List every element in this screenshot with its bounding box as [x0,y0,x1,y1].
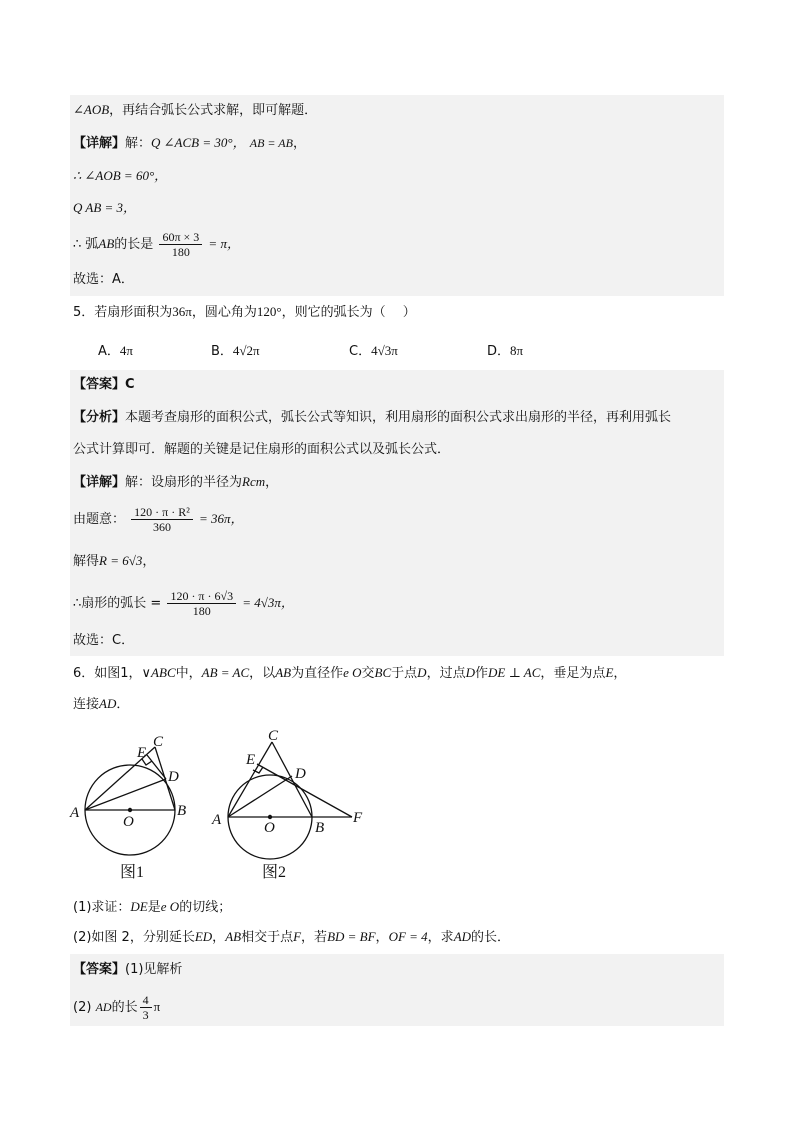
math: = 36π， [198,511,244,526]
numerator: 120 · π · R² [131,505,193,520]
question-number: 5． [73,305,95,320]
answer-part-1: (1)见解析 [125,962,183,977]
option-a: A．4π [98,343,133,359]
answer-line [73,960,182,982]
label-a: A [212,812,222,828]
label-c: C [153,734,164,750]
math: Q ∠ACB = 30°， [151,135,246,150]
denominator: 360 [152,520,171,534]
answer-line [73,990,160,1024]
text: ∴ 弧 [73,237,99,252]
numerator: 60π × 3 [159,230,202,245]
label-e: E [246,752,256,768]
detail-tag: 【详解】 [73,475,126,490]
step-line: Q AB = 3， [73,200,137,215]
text: ，则它的弧长为（ ） [281,305,416,320]
label-d: D [168,769,179,785]
step-line: ∴ ∠AOB = 60°， [73,168,168,183]
math: 120° [256,304,282,319]
math: = 4√3π， [242,595,294,610]
math: π [153,999,161,1014]
math: Rcm [242,474,266,489]
label-a: A [70,805,80,821]
label-c: C [268,728,279,744]
answer-tag: 【答案】 [73,962,126,977]
choice-line: 故选：C． [73,633,135,648]
denominator: 3 [142,1008,149,1022]
text: ，圆心角为 [191,305,257,320]
math: = π， [208,236,240,251]
fraction [140,993,152,1022]
analysis-tag: 【分析】 [73,410,126,425]
label-f: F [353,810,363,826]
center-dot [268,815,272,819]
label-b: B [315,820,325,836]
figure-caption: 图2 [262,864,287,881]
math: AB [98,236,115,251]
text: 解： [125,136,152,151]
text: 若扇形面积为 [94,305,173,320]
text: ， [142,554,156,569]
label-e: E [137,745,147,761]
answer-tag: 【答案】 [73,377,126,392]
question-6-stem: 6．如图1，∨ABC中，AB = AC，以AB为直径作e O交BC于点D，过点D作DE ⊥ AC，垂足为点E， [73,665,627,681]
center-dot [128,808,132,812]
math: AD [95,1000,112,1014]
denominator: 180 [192,604,211,618]
label-o: O [264,820,275,836]
text: (2) [73,1000,92,1015]
analysis-line: 公式计算即可．解题的关键是记住扇形的面积公式以及弧长公式． [73,442,451,457]
text: ，再结合弧长公式求解，即可解题． [109,103,318,118]
text: 本题考查扇形的面积公式，弧长公式等知识，利用扇形的面积公式求出扇形的半径，再利用弧长 [125,410,672,425]
math: R = 6√3 [99,553,143,568]
text: ， [292,136,306,151]
option-b: B．4√2π [211,343,260,359]
label-d: D [295,766,306,782]
choice-line: 故选：A． [73,272,134,287]
text: 的长 [111,1000,138,1015]
option-c: C．4√3π [349,343,398,359]
label-b: B [177,803,187,819]
text: 由题意： [73,512,126,527]
numerator: 4 [140,993,152,1008]
math: 36π [172,304,192,319]
arc-math: AB = AB [249,136,293,150]
text: 的长是 [114,237,154,252]
question-6-part-2: (2)如图 2，分别延长ED，AB相交于点F，若BD = BF，OF = 4，求AD的长． [73,929,511,945]
question-6-part-1: (1)求证：DE是e O的切线； [73,899,232,915]
text: 解：设扇形的半径为 [125,475,243,490]
question-6-stem-cont: 连接AD． [73,696,130,712]
text: ， [265,475,279,490]
figure-1 [85,747,175,855]
figure-caption: 图1 [120,864,145,881]
option-d: D．8π [487,343,524,359]
answer-value: C [125,377,135,392]
text: ∴扇形的弧长 = [73,596,162,611]
text: 解得 [73,554,100,569]
math: ∠AOB [73,102,110,117]
detail-tag: 【详解】 [73,136,126,151]
label-o: O [123,814,134,830]
denominator: 180 [171,245,190,259]
numerator: 120 · π · 6√3 [167,589,236,604]
